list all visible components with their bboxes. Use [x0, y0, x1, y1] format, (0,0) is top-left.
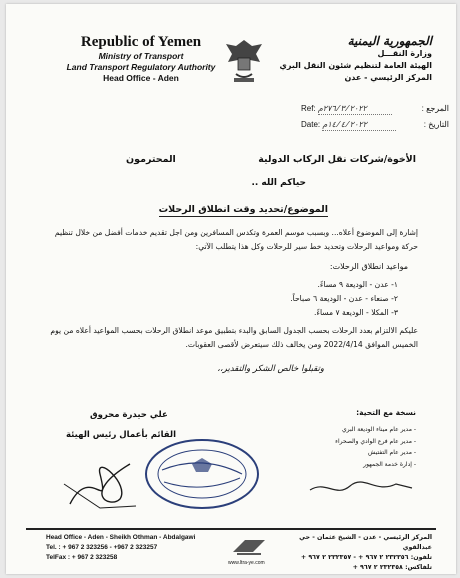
list-item: - مدير عام ميناء الوديعة البري [341, 426, 416, 433]
footer-url: www.ltra-ye.com [228, 560, 265, 566]
list-item: ٣- المكلا - الوديعة ٧ مساءً. [313, 308, 398, 317]
list-item: - إدارة خدمة الجمهور [363, 460, 416, 468]
list-item: ١- عدن - الوديعة ٩ مساءً. [317, 280, 398, 289]
date-value: ١٤/٤/٢٠٢٢م [322, 120, 396, 131]
signer-title: القائم بأعمال رئيس الهيئة [66, 430, 176, 440]
footer-ar-tel: تلفون: ٢٣٢٣٥٦ ٢ ٩٦٧ + - ٢٣٢٣٥٧ ٢ ٩٦٧ + [300, 554, 432, 561]
signer-name: علي حيدرة محروق [90, 410, 168, 420]
en-ministry: Ministry of Transport [98, 51, 184, 61]
honorific: المحترمون [126, 154, 176, 165]
greeting: حياكم الله .. [251, 178, 306, 188]
body-paragraph-2: عليكم الالتزام بعدد الرحلات بحسب الجدول السابق والبدء بتطبيق موعد انطلاق الرحلات بحسب المواعيد أعلاه من يوم الخميس الموافق 2022/4/14 ومن يخالف ذلك سيتعرض لأقصى العقوبات. [50, 326, 418, 349]
footer-en-address: Head Office - Aden - Sheikh Othman - Abdalgawi [46, 534, 196, 541]
list-item: - مدير عام فرع الوادي والصحراء [335, 437, 416, 445]
eagle-emblem-icon [222, 36, 266, 88]
ref-label-ar: المرجع : [421, 104, 449, 113]
official-stamp-icon [142, 434, 262, 514]
date-label: Date: [301, 120, 321, 129]
ar-country-name: الجمهورية اليمنية [347, 34, 432, 48]
body-paragraph-1: إشارة إلى الموضوع أعلاه... وبسبب موسم العمرة وتكدس المسافرين ومن اجل تقديم خدمات أفضل من خلال تنظيم حركة ومواعيد الرحلات وتحديد خط سير للرحلات وكل هذا يتطلب الآتي: [54, 228, 418, 251]
en-country-name: Republic of Yemen [80, 34, 202, 50]
list-item: - مدير عام التفتيش [368, 449, 416, 456]
departure-times-title: مواعيد انطلاق الرحلات: [329, 262, 408, 271]
footer-en-fax: TelFax : + 967 2 323258 [46, 554, 118, 561]
date-row [301, 120, 449, 131]
signature-scribble-icon [60, 444, 140, 514]
arabic-letterhead [272, 34, 432, 84]
authority-logo-icon [231, 534, 267, 558]
copies-title: نسخة مع التحية: [356, 408, 416, 417]
footer-arabic [272, 533, 432, 573]
copies-signature-icon [306, 472, 416, 502]
footer-divider [26, 528, 436, 530]
recipient: الأخوة/شركات نقل الركاب الدولية [258, 154, 416, 165]
closing-line: وتقبلوا خالص الشكر والتقدير،، [217, 364, 324, 374]
footer-en-tel: Tel. : + 967 2 323256 - +967 2 323257 [46, 544, 158, 551]
date-label-ar: التاريخ : [423, 120, 449, 129]
list-item: ٢- صنعاء - عدن - الوديعة ٦ صباحاً. [290, 294, 398, 303]
footer-ar-fax: تلفاكس: ٢٣٢٣٥٨ ٢ ٩٦٧ + [352, 564, 432, 571]
ar-authority: الهيئة العامة لتنظيم شئون النقل البري [279, 61, 432, 70]
en-authority: Land Transport Regulatory Authority [66, 62, 216, 72]
reference-row [301, 104, 449, 115]
subject-line: الموضوع/تحديد وقت انطلاق الرحلات [158, 204, 328, 215]
copies-list [335, 424, 416, 470]
footer-ar-address: المركز الرئيسي - عدن - الشيخ عثمان - حي عبدالقوي [299, 534, 432, 551]
en-office: Head Office - Aden [103, 73, 179, 83]
ar-office: المركز الرئيسي - عدن [344, 73, 432, 82]
english-letterhead [66, 34, 216, 84]
letter-page [6, 4, 456, 574]
departure-times-list [290, 278, 398, 320]
ref-value: ٢٧٦/٣/٢٠٢٢م [318, 104, 392, 115]
footer-english [46, 533, 195, 563]
ar-ministry: وزارة النقـــل [377, 49, 432, 58]
ref-label: Ref: [301, 104, 316, 113]
